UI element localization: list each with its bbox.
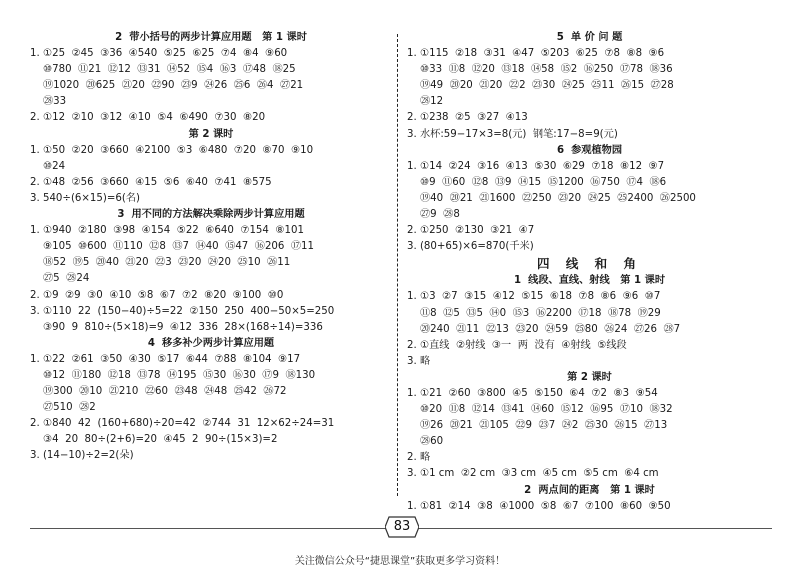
answer-line: ⑪8 ⑫5 ⑬5 ⑭0 ⑮3 ⑯2200 ⑰18 ⑱78 ⑲29 — [420, 307, 661, 319]
answer-line: 1. ①3 ②7 ③15 ④12 ⑤15 ⑥18 ⑦8 ⑧6 ⑨6 ⑩7 — [407, 291, 661, 303]
column-divider — [397, 34, 398, 496]
section-title: 5 单 价 问 题 — [556, 32, 623, 43]
answer-line: 2. ①250 ②130 ③21 ④7 — [407, 225, 535, 237]
answer-line: ⑨105 ⑩600 ⑪110 ⑫8 ⑬7 ⑭40 ⑮47 ⑯206 ⑰11 — [43, 241, 315, 253]
footer-note: 关注微信公众号“捷思课堂”获取更多学习资料！ — [294, 556, 506, 567]
answer-line: 3. (14−10)÷2=2(朵) — [30, 450, 134, 462]
answer-line: 2. ①直线 ②射线 ③一 两 没有 ④射线 ⑤线段 — [407, 339, 627, 351]
answer-line: 3. ①1 cm ②2 cm ③3 cm ④5 cm ⑤5 cm ⑥4 cm — [407, 468, 659, 480]
answer-line: 1. ①940 ②180 ③98 ④154 ⑤22 ⑥640 ⑦154 ⑧101 — [30, 225, 304, 237]
answer-line: ③4 20 80÷(2+6)=20 ④45 2 90÷(15×3)=2 — [43, 434, 278, 446]
answer-line: ㉗510 ㉘2 — [43, 402, 96, 414]
left-answer-column — [30, 30, 392, 465]
answer-line: 1. ①115 ②18 ③31 ④47 ⑤203 ⑥25 ⑦8 ⑧8 ⑨6 — [407, 48, 665, 60]
answer-line: ⑲1020 ⑳625 ㉑20 ㉒90 ㉓9 ㉔26 ㉕6 ㉖4 ㉗21 — [43, 80, 304, 92]
right-answer-column — [407, 30, 772, 515]
page-number-area — [30, 514, 772, 544]
answer-line: 1. ①21 ②60 ③800 ④5 ⑤150 ⑥4 ⑦2 ⑧3 ⑨54 — [407, 387, 658, 399]
answer-line: ⑩20 ⑪8 ⑫14 ⑬41 ⑭60 ⑮12 ⑯95 ⑰10 ⑱32 — [420, 404, 673, 416]
section-title: 2 两点间的距离 第 1 课时 — [524, 484, 655, 496]
answer-line: 1. ①22 ②61 ③50 ④30 ⑤17 ⑥44 ⑦88 ⑧104 ⑨17 — [30, 353, 301, 365]
answer-line: ③90 9 810÷(5×18)=9 ④12 336 28×(168÷14)=336 — [43, 321, 323, 333]
answer-line: ⑲40 ⑳21 ㉑1600 ㉒250 ㉓20 ㉔25 ㉕2400 ㉖2500 — [420, 192, 696, 204]
answer-line: 3. 水杯:59−17×3=8(元) 钢笔:17−8=9(元) — [407, 128, 618, 140]
page-number: 83 — [393, 519, 411, 534]
answer-line: ⑩24 — [43, 160, 66, 172]
answer-line: ㉗5 ㉘24 — [43, 273, 90, 285]
answer-line: ㉘60 — [420, 436, 444, 448]
answer-line: 2. 略 — [407, 452, 431, 464]
answer-line: 1. ①50 ②20 ③660 ④2100 ⑤3 ⑥480 ⑦20 ⑧70 ⑨10 — [30, 144, 314, 156]
answer-line: ⑱52 ⑲5 ⑳40 ㉑20 ㉒3 ㉓20 ㉔20 ㉕10 ㉖11 — [43, 257, 291, 269]
section-title: 1 线段、直线、射线 第 1 课时 — [513, 275, 666, 287]
answer-line: ㉘12 — [420, 96, 444, 108]
section-title: 3 用不同的方法解决乘除两步计算应用题 — [117, 209, 305, 221]
answer-line: 2. ①840 42 (160+680)÷20=42 ②744 31 12×62÷24=31 — [30, 418, 335, 430]
answer-line: ⑩9 ⑪60 ⑫8 ⑬9 ⑭15 ⑮1200 ⑯750 ⑰4 ⑱6 — [420, 176, 667, 188]
answer-line: ⑩12 ⑪180 ⑫18 ⑬78 ⑭195 ⑮30 ⑯30 ⑰9 ⑱130 — [43, 369, 316, 381]
answer-line: ⑲26 ⑳21 ㉑105 ㉒9 ㉓7 ㉔2 ㉕30 ㉖15 ㉗13 — [420, 420, 668, 432]
section-title: 第 2 课时 — [188, 128, 234, 140]
answer-line: 2. ①9 ②9 ③0 ④10 ⑤8 ⑥7 ⑦2 ⑧20 ⑨100 ⑩0 — [30, 289, 284, 301]
answer-line: ⑩33 ⑪8 ⑫20 ⑬18 ⑭58 ⑮2 ⑯250 ⑰78 ⑱36 — [420, 64, 673, 76]
answer-line: 1. ①25 ②45 ③36 ④540 ⑤25 ⑥25 ⑦4 ⑧4 ⑨60 — [30, 48, 288, 60]
answer-line: ⑲300 ⑳10 ㉑210 ㉒60 ㉓48 ㉔48 ㉕42 ㉖72 — [43, 386, 287, 398]
answer-line: 3. ①110 22 (150−40)÷5=22 ②150 250 400−50×5=250 — [30, 305, 335, 317]
answer-line: ㉘33 — [43, 96, 67, 108]
section-title: 6 参观植物园 — [556, 144, 623, 156]
answer-line: 2. ①238 ②5 ③27 ④13 — [407, 112, 528, 124]
section-title: 2 带小括号的两步计算应用题 第 1 课时 — [115, 32, 307, 43]
answer-line: ⑲49 ⑳20 ㉑20 ㉒2 ㉓30 ㉔25 ㉕11 ㉖15 ㉗28 — [420, 80, 674, 92]
answer-line: 1. ①81 ②14 ③8 ④1000 ⑤8 ⑥7 ⑦100 ⑧60 ⑨50 — [407, 500, 671, 512]
answer-line: 2. ①48 ②56 ③660 ④15 ⑤6 ⑥40 ⑦41 ⑧575 — [30, 176, 272, 188]
answer-line: 3. 540÷(6×15)=6(名) — [30, 192, 141, 204]
unit-title: 四 线 和 角 — [536, 256, 643, 272]
answer-line: ⑳240 ㉑11 ㉒13 ㉓20 ㉔59 ㉕80 ㉖24 ㉗26 ㉘7 — [420, 323, 681, 335]
answer-line: ⑩780 ⑪21 ⑫12 ⑬31 ⑭52 ⑮4 ⑯3 ⑰48 ⑱25 — [43, 64, 296, 76]
answer-line: 1. ①14 ②24 ③16 ④13 ⑤30 ⑥29 ⑦18 ⑧12 ⑨7 — [407, 160, 665, 172]
answer-line: ㉗9 ㉘8 — [420, 209, 460, 221]
answer-line: 3. 略 — [407, 355, 431, 367]
section-title: 第 2 课时 — [567, 371, 612, 383]
section-title: 4 移多补少两步计算应用题 — [147, 337, 275, 349]
answer-line: 2. ①12 ②10 ③12 ④10 ⑤4 ⑥490 ⑦30 ⑧20 — [30, 112, 266, 124]
answer-line: 3. (80+65)×6=870(千米) — [407, 241, 534, 253]
